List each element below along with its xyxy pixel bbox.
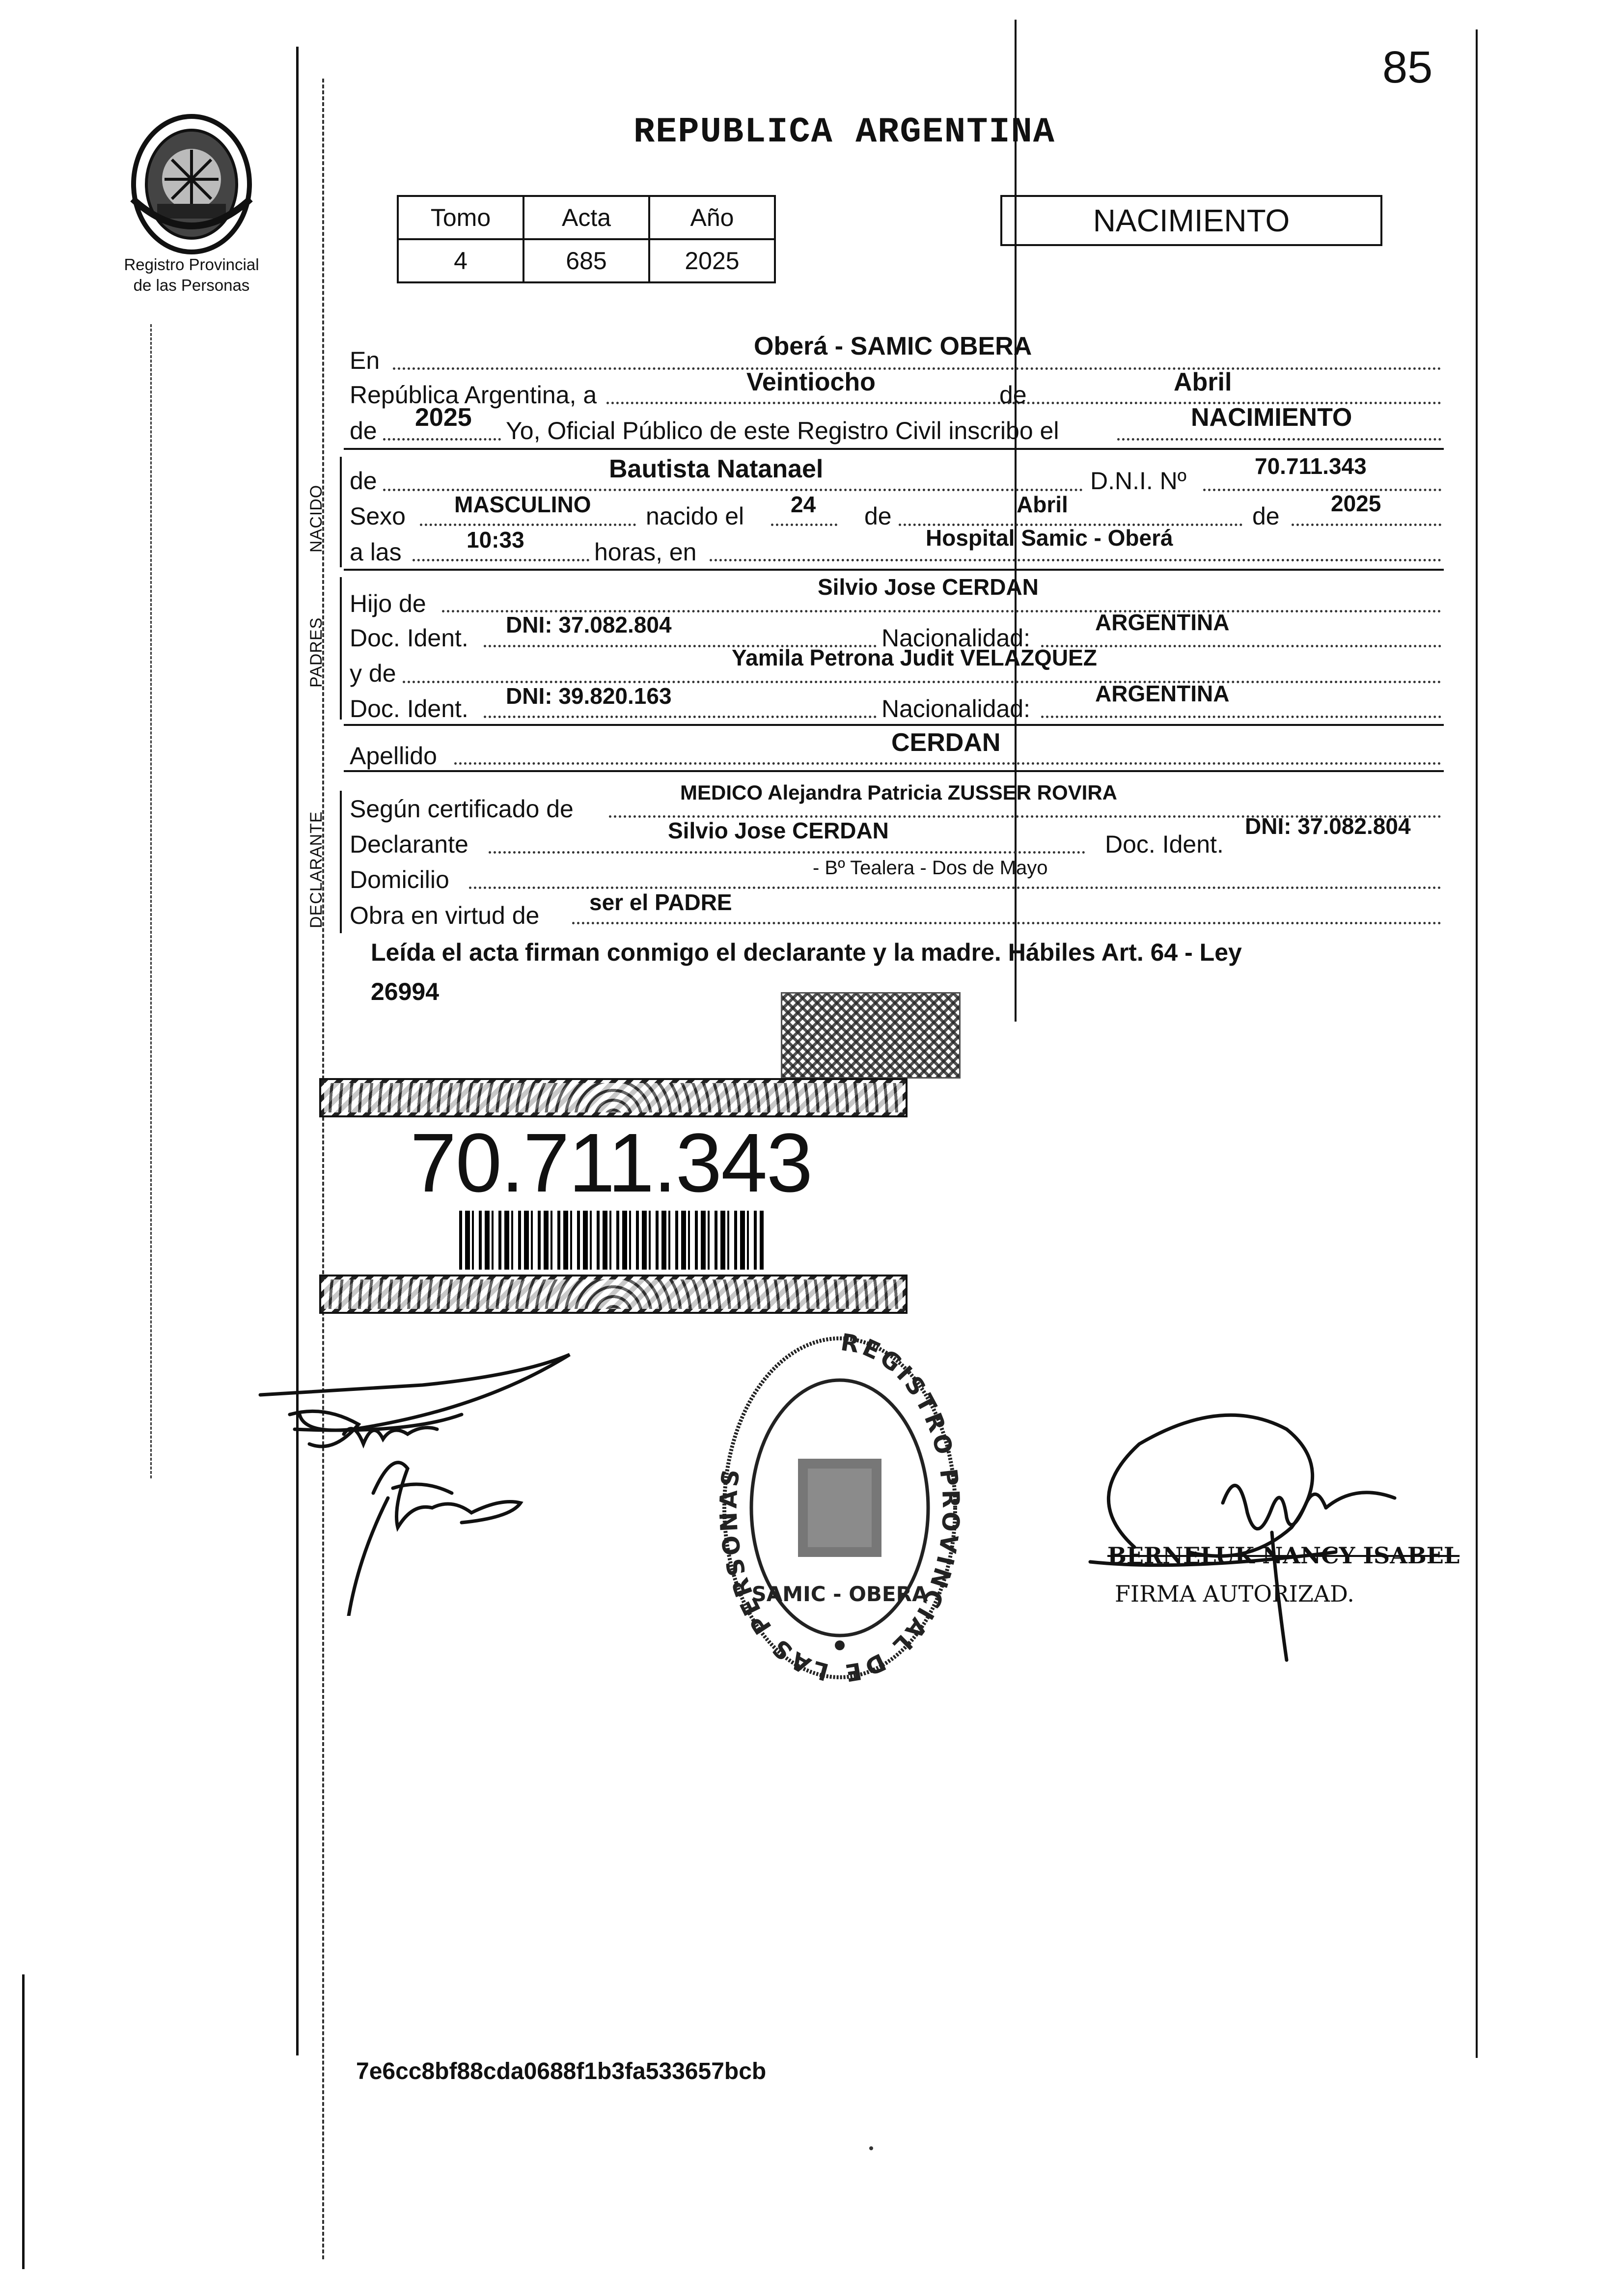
label-en: En: [350, 347, 380, 374]
barcode-band-top: [319, 1078, 908, 1117]
label-nac-madre: Nacionalidad:: [881, 695, 1030, 722]
field-padre: Silvio Jose CERDAN: [818, 574, 1039, 600]
label-doc-madre: Doc. Ident.: [350, 695, 468, 722]
barcode: [459, 1211, 764, 1270]
dots-declarante: [489, 851, 1085, 854]
field-certificado: MEDICO Alejandra Patricia ZUSSER ROVIRA: [680, 781, 1117, 804]
record-type: NACIMIENTO: [1093, 203, 1290, 238]
label-domicilio: Domicilio: [350, 866, 449, 893]
label-a-las: a las: [350, 538, 402, 566]
label-republica: República Argentina, a: [350, 381, 597, 409]
section-rule-2: [344, 569, 1444, 571]
field-padre-doc: DNI: 37.082.804: [506, 612, 672, 638]
field-hora: 10:33: [467, 527, 524, 553]
barcode-band-bottom: [319, 1275, 908, 1314]
field-lugar-nac: Hospital Samic - Oberá: [926, 525, 1173, 551]
page-number: 85: [1382, 42, 1433, 92]
field-dia-letras: Veintiocho: [746, 368, 876, 396]
field-nombre: Bautista Natanael: [609, 455, 824, 483]
field-madre-doc: DNI: 39.820.163: [506, 683, 672, 709]
header-acta: Acta: [523, 196, 649, 239]
label-de-anio-nac: de: [1252, 502, 1280, 530]
side-label-padres: PADRES: [307, 617, 326, 688]
far-left-dashed-line: [150, 324, 152, 1478]
closing-text-line1: Leída el acta firman conmigo el declarante y la madre. Hábiles Art. 64 - Ley: [371, 939, 1242, 966]
label-doc-declarante: Doc. Ident.: [1105, 831, 1224, 858]
section-rule-4: [344, 770, 1444, 772]
label-nac-padre: Nacionalidad:: [881, 624, 1030, 652]
barcode-number: 70.711.343: [410, 1116, 812, 1210]
document-title: REPUBLICA ARGENTINA: [633, 112, 1055, 152]
authorized-signer-role: FIRMA AUTORIZAD.: [1115, 1581, 1354, 1607]
field-declarante: Silvio Jose CERDAN: [668, 818, 889, 843]
label-de-nombre: de: [350, 467, 377, 495]
field-mes: Abril: [1174, 368, 1232, 396]
field-madre-nac: ARGENTINA: [1095, 681, 1230, 706]
field-mes-nac: Abril: [1017, 492, 1068, 517]
closing-text-line2: 26994: [371, 978, 440, 1005]
dots-anio-nac: [1292, 524, 1441, 526]
header-anio: Año: [649, 196, 775, 239]
field-anio: 2025: [415, 403, 472, 432]
dots-apellido: [454, 762, 1441, 765]
left-margin-line: [296, 47, 299, 2055]
far-left-binding-mark: [22, 1974, 25, 2269]
section-rule-3: [344, 724, 1444, 726]
field-dia-nac: 24: [791, 492, 816, 517]
stamp-ring-text: REGISTRO PROVINCIAL DE LAS PERSONAS: [715, 1328, 965, 1687]
side-label-nacido: NACIDO: [307, 484, 326, 553]
dots-nac-padre: [1041, 645, 1441, 647]
small-dot-mark: [869, 2146, 873, 2150]
record-table-value-row: [398, 239, 775, 282]
field-acto: NACIMIENTO: [1191, 403, 1352, 432]
field-anio-nac: 2025: [1331, 491, 1381, 516]
label-de-anio: de: [350, 417, 377, 444]
dots-anio: [383, 438, 501, 441]
label-hijo-de: Hijo de: [350, 590, 426, 617]
value-acta: 685: [523, 239, 649, 282]
label-oficial: Yo, Oficial Público de este Registro Civil inscribo el: [506, 417, 1059, 444]
security-hologram: [781, 992, 961, 1079]
label-dni: D.N.I. Nº: [1090, 467, 1187, 495]
value-anio: 2025: [649, 239, 775, 282]
field-declarante-doc: DNI: 37.082.804: [1245, 813, 1411, 839]
dots-sexo: [420, 524, 636, 526]
dots-obra: [572, 922, 1441, 924]
label-obra: Obra en virtud de: [350, 902, 540, 929]
label-apellido: Apellido: [350, 742, 437, 770]
authorized-signer-name: BERNELUK NANCY ISABEL: [1107, 1542, 1460, 1569]
right-margin-line: [1476, 29, 1478, 2058]
nacido-bracket: [340, 457, 342, 567]
label-segun: Según certificado de: [350, 795, 574, 823]
dots-nac-madre: [1041, 716, 1441, 718]
header-tomo: Tomo: [398, 196, 523, 239]
declarant-signature: [246, 1341, 619, 1616]
field-apellido: CERDAN: [891, 728, 1001, 757]
province-seal-logo: [118, 111, 265, 258]
dots-hora: [413, 559, 589, 561]
label-declarante: Declarante: [350, 831, 468, 858]
record-table-header-row: [398, 196, 775, 239]
field-dni: 70.711.343: [1255, 453, 1367, 479]
label-nacido-el: nacido el: [646, 502, 744, 530]
field-lugar: Oberá - SAMIC OBERA: [754, 332, 1032, 361]
dots-en: [393, 367, 1441, 370]
declarante-bracket: [340, 791, 342, 933]
dots-dia: [771, 524, 837, 526]
dots-lugar-nac: [710, 559, 1441, 561]
field-obra: ser el PADRE: [589, 889, 732, 915]
dots-dni: [1203, 489, 1441, 491]
label-doc-padre: Doc. Ident.: [350, 624, 468, 652]
field-padre-nac: ARGENTINA: [1095, 610, 1230, 635]
field-domicilio: - Bº Tealera - Dos de Mayo: [813, 857, 1048, 879]
label-horas-en: horas, en: [594, 538, 697, 566]
left-dashed-line: [322, 79, 324, 2259]
record-table: [397, 195, 776, 283]
authorized-signature: [1061, 1385, 1414, 1690]
stamp-inner-text: SAMIC - OBERA: [751, 1582, 928, 1606]
dots-acto: [1117, 438, 1441, 441]
label-de-mes-nac: de: [864, 502, 892, 530]
section-rule-1: [344, 448, 1444, 450]
label-y-de: y de: [350, 660, 396, 687]
dots-doc-madre: [484, 716, 877, 718]
field-madre: Yamila Petrona Judit VELAZQUEZ: [732, 645, 1097, 670]
label-de-mes: de: [999, 381, 1027, 409]
registry-name-line1: Registro Provincial: [124, 255, 259, 274]
side-label-declarante: DECLARANTE: [307, 811, 326, 928]
field-sexo: MASCULINO: [454, 492, 591, 517]
official-round-stamp: [712, 1326, 967, 1690]
record-type-box: [1000, 195, 1382, 246]
document-hash: 7e6cc8bf88cda0688f1b3fa533657bcb: [356, 2058, 767, 2084]
registry-name-line2: de las Personas: [133, 276, 250, 294]
label-sexo: Sexo: [350, 502, 406, 530]
padres-bracket: [340, 577, 342, 720]
value-tomo: 4: [398, 239, 523, 282]
